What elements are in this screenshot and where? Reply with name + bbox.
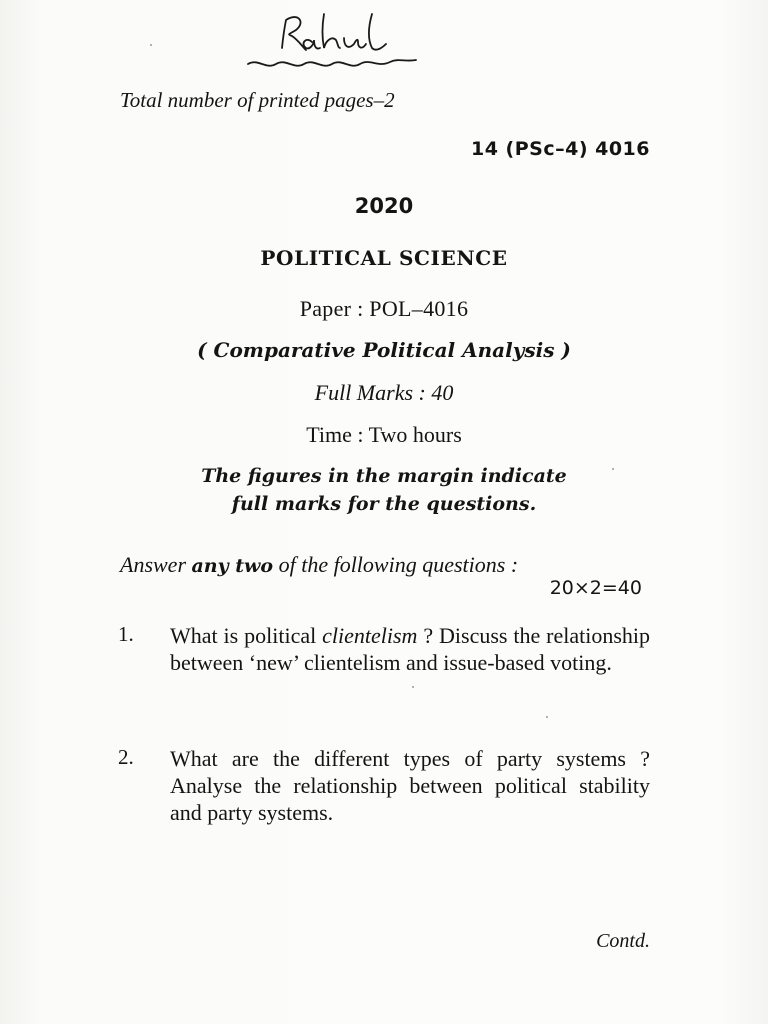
question-text-post: ? Discuss the relationship between ‘new’ clientelism and issue-based voting. [170,623,651,675]
question-text: What are the different types of party systems ? Analyse the relationship between political stability and party systems. [170,746,650,825]
marks-note-line-1: The figures in the margin indicate [201,465,567,487]
instruction-prefix: Answer [120,552,192,577]
speck [546,716,548,718]
instruction-suffix: of the following questions : [273,552,519,577]
question-number: 2. [118,745,134,769]
speck [150,44,152,46]
handwritten-signature [240,0,440,80]
question-text [170,622,650,676]
marks-note [0,462,768,518]
question-number: 1. [118,622,134,646]
subject-title: POLITICAL SCIENCE [260,246,508,270]
marks-distribution: 20×2=40 [549,577,642,599]
paper-title: ( Comparative Political Analysis ) [197,338,571,362]
speck [612,468,614,470]
speck [412,686,414,688]
paper-number: Paper : POL–4016 [299,296,469,321]
continued-note: Contd. [596,930,650,952]
question-text-italic: clientelism [322,623,418,648]
exam-year: 2020 [354,194,414,218]
answer-instruction [120,552,518,578]
printed-pages-note: Total number of printed pages–2 [120,88,395,112]
instruction-emphasis: any two [191,555,274,577]
time-allowed: Time : Two hours [306,422,462,447]
question-text-pre: What is political [170,623,323,648]
marks-note-line-2: full marks for the questions. [231,493,537,515]
paper-code: 14 (PSc–4) 4016 [470,138,650,160]
full-marks: Full Marks : 40 [314,380,454,405]
